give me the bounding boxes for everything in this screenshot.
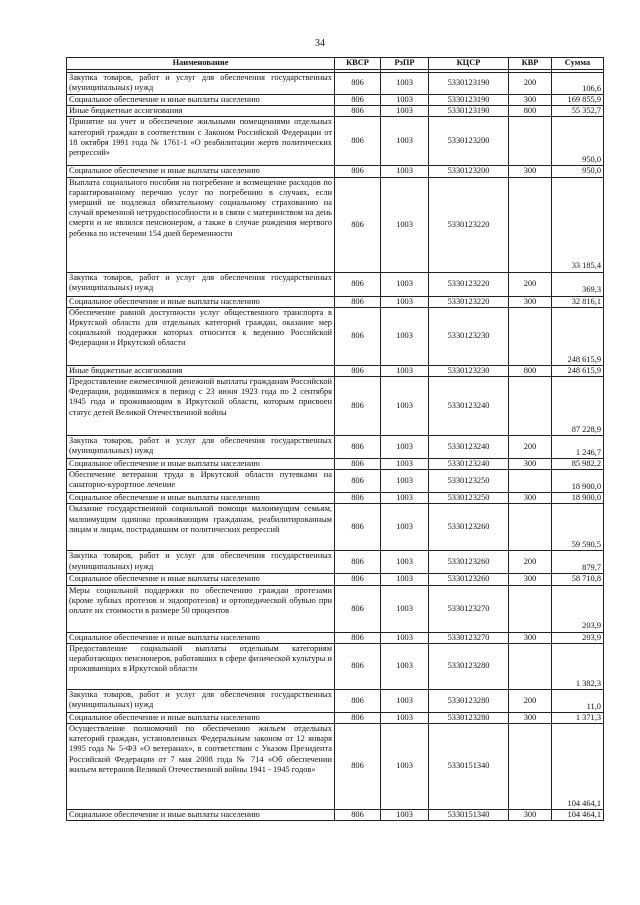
row-kvr-cell: 300 <box>509 810 552 821</box>
row-rzpr-cell: 1003 <box>381 551 429 574</box>
row-kvr-cell: 300 <box>509 493 552 504</box>
page-number: 34 <box>315 38 325 49</box>
row-rzpr-cell: 1003 <box>381 95 429 106</box>
header-kvsr: КВСР <box>335 58 381 70</box>
row-kcsr-cell: 5330123190 <box>429 106 509 117</box>
row-sum-cell: 1 382,3 <box>552 643 604 689</box>
table-row <box>67 493 604 504</box>
table-row <box>67 574 604 585</box>
row-name-cell: Социальное обеспечение и иные выплаты населению <box>67 95 335 106</box>
row-kcsr-cell: 5330123190 <box>429 73 509 95</box>
row-kcsr-cell: 5330123250 <box>429 493 509 504</box>
table-row <box>67 504 604 551</box>
table-row <box>67 810 604 821</box>
row-kvsr-cell: 806 <box>335 504 381 551</box>
row-name-cell: Обеспечение ветеранов труда в Иркутской области путевками на санаторно-курортное лечение <box>67 470 335 493</box>
row-kcsr-cell: 5330123220 <box>429 296 509 307</box>
row-name-cell: Оказание государственной социальной помощи малоимущим семьям, малоимущим одиноко проживающим гражданам, реабилитированным лицам и лицам, пострадавшим от политических репрессий <box>67 504 335 551</box>
row-kvr-cell: 300 <box>509 296 552 307</box>
row-kcsr-cell: 5330151340 <box>429 810 509 821</box>
row-sum-cell: 33 185,4 <box>552 177 604 272</box>
header-kvr: КВР <box>509 58 552 70</box>
row-kvsr-cell: 806 <box>335 574 381 585</box>
table-row <box>67 106 604 117</box>
row-name-cell: Социальное обеспечение и иные выплаты населению <box>67 712 335 723</box>
header-kcsr: КЦСР <box>429 58 509 70</box>
row-sum-cell: 55 352,7 <box>552 106 604 117</box>
row-sum-cell: 104 464,1 <box>552 810 604 821</box>
table-row <box>67 724 604 810</box>
row-kvr-cell <box>509 377 552 436</box>
row-kvr-cell: 300 <box>509 459 552 470</box>
table-row <box>67 643 604 689</box>
row-name-cell: Принятие на учет и обеспечение жильными помещениями отдельных категорий граждан в соответствии с Законом Российской Федерации от 18 октября 1991 года № 1761-1 «О реабилитации жертв политических репрессий» <box>67 117 335 166</box>
table-row <box>67 117 604 166</box>
row-kcsr-cell: 5330123240 <box>429 459 509 470</box>
row-kvr-cell: 200 <box>509 689 552 712</box>
row-kvr-cell <box>509 724 552 810</box>
row-kvsr-cell: 806 <box>335 272 381 296</box>
row-name-cell: Осуществление полномочий по обеспечению жильем отдельных категорий граждан, установленных Федеральным законом от 12 января 1995 года № 5-ФЗ «О ветеранах», в соответствии с Указом Президента Российской Федерации от 7 мая 2008 года № 714 «Об обеспечении жильем ветеранов Великой Отечественной войны 1941 - 1945 годов» <box>67 724 335 810</box>
row-kvr-cell: 200 <box>509 551 552 574</box>
row-rzpr-cell: 1003 <box>381 493 429 504</box>
table-row <box>67 689 604 712</box>
row-kcsr-cell: 5330123200 <box>429 117 509 166</box>
row-rzpr-cell: 1003 <box>381 272 429 296</box>
row-sum-cell: 58 710,8 <box>552 574 604 585</box>
row-kcsr-cell: 5330123220 <box>429 272 509 296</box>
row-kvsr-cell: 806 <box>335 307 381 365</box>
row-rzpr-cell: 1003 <box>381 117 429 166</box>
row-sum-cell: 18 900,0 <box>552 470 604 493</box>
table-row <box>67 632 604 643</box>
row-rzpr-cell: 1003 <box>381 377 429 436</box>
row-kvsr-cell: 806 <box>335 493 381 504</box>
row-sum-cell: 879,7 <box>552 551 604 574</box>
row-kvsr-cell: 806 <box>335 632 381 643</box>
row-kvr-cell: 200 <box>509 73 552 95</box>
row-kvr-cell <box>509 470 552 493</box>
row-kcsr-cell: 5330123200 <box>429 166 509 177</box>
row-sum-cell: 106,6 <box>552 73 604 95</box>
row-kcsr-cell: 5330123220 <box>429 177 509 272</box>
table-row <box>67 585 604 632</box>
row-kvr-cell: 300 <box>509 712 552 723</box>
row-kcsr-cell: 5330123270 <box>429 632 509 643</box>
row-kvr-cell: 300 <box>509 166 552 177</box>
row-kcsr-cell: 5330123240 <box>429 377 509 436</box>
row-kvsr-cell: 806 <box>335 106 381 117</box>
row-kvsr-cell: 806 <box>335 459 381 470</box>
row-name-cell: Социальное обеспечение и иные выплаты населению <box>67 574 335 585</box>
row-rzpr-cell: 1003 <box>381 106 429 117</box>
table-row <box>67 177 604 272</box>
row-kvr-cell <box>509 177 552 272</box>
table-header-row <box>67 58 604 70</box>
row-kcsr-cell: 5330123280 <box>429 689 509 712</box>
budget-table <box>66 57 604 821</box>
table-row <box>67 712 604 723</box>
row-name-cell: Иные бюджетные ассигнования <box>67 106 335 117</box>
row-name-cell: Закупка товаров, работ и услуг для обеспечения государственных (муниципальных) нужд <box>67 73 335 95</box>
row-kvsr-cell: 806 <box>335 551 381 574</box>
row-name-cell: Социальное обеспечение и иные выплаты населению <box>67 459 335 470</box>
row-kcsr-cell: 5330123280 <box>429 643 509 689</box>
row-name-cell: Закупка товаров, работ и услуг для обеспечения государственных (муниципальных) нужд <box>67 689 335 712</box>
table-row <box>67 459 604 470</box>
row-kvsr-cell: 806 <box>335 95 381 106</box>
row-sum-cell: 369,3 <box>552 272 604 296</box>
row-sum-cell: 87 228,9 <box>552 377 604 436</box>
row-kcsr-cell: 5330123260 <box>429 551 509 574</box>
row-kvsr-cell: 806 <box>335 724 381 810</box>
row-rzpr-cell: 1003 <box>381 73 429 95</box>
row-rzpr-cell: 1003 <box>381 296 429 307</box>
row-name-cell: Обеспечение равной доступности услуг общественного транспорта в Иркутской области для отдельных категорий граждан, оказание мер социальной поддержки которых относится к ведению Российской Федерации и Иркутской области <box>67 307 335 365</box>
row-sum-cell: 59 590,5 <box>552 504 604 551</box>
row-kvsr-cell: 806 <box>335 689 381 712</box>
row-sum-cell: 950,0 <box>552 166 604 177</box>
row-kcsr-cell: 5330123230 <box>429 365 509 376</box>
row-kvsr-cell: 806 <box>335 166 381 177</box>
row-rzpr-cell: 1003 <box>381 585 429 632</box>
row-kcsr-cell: 5330151340 <box>429 724 509 810</box>
table-row <box>67 307 604 365</box>
row-kvr-cell: 300 <box>509 574 552 585</box>
row-kcsr-cell: 5330123240 <box>429 436 509 459</box>
row-sum-cell: 104 464,1 <box>552 724 604 810</box>
row-name-cell: Закупка товаров, работ и услуг для обеспечения государственных (муниципальных) нужд <box>67 551 335 574</box>
row-sum-cell: 18 900,0 <box>552 493 604 504</box>
row-name-cell: Социальное обеспечение и иные выплаты населению <box>67 493 335 504</box>
row-rzpr-cell: 1003 <box>381 574 429 585</box>
row-sum-cell: 11,0 <box>552 689 604 712</box>
row-rzpr-cell: 1003 <box>381 459 429 470</box>
row-name-cell: Социальное обеспечение и иные выплаты населению <box>67 810 335 821</box>
row-kcsr-cell: 5330123260 <box>429 504 509 551</box>
row-kvsr-cell: 806 <box>335 643 381 689</box>
header-name: Наименование <box>67 58 335 70</box>
row-kcsr-cell: 5330123260 <box>429 574 509 585</box>
header-rzpr: РзПР <box>381 58 429 70</box>
row-sum-cell: 169 855,9 <box>552 95 604 106</box>
row-kvr-cell <box>509 307 552 365</box>
table-row <box>67 470 604 493</box>
row-kvsr-cell: 806 <box>335 712 381 723</box>
row-kvsr-cell: 806 <box>335 73 381 95</box>
row-kvr-cell: 200 <box>509 272 552 296</box>
row-sum-cell: 248 615,9 <box>552 365 604 376</box>
row-name-cell: Социальное обеспечение и иные выплаты населению <box>67 296 335 307</box>
row-sum-cell: 85 982,2 <box>552 459 604 470</box>
row-kcsr-cell: 5330123280 <box>429 712 509 723</box>
row-kvr-cell: 300 <box>509 95 552 106</box>
table-row <box>67 73 604 95</box>
row-kvr-cell: 200 <box>509 436 552 459</box>
row-kvr-cell: 800 <box>509 106 552 117</box>
row-sum-cell: 248 615,9 <box>552 307 604 365</box>
row-sum-cell: 950,0 <box>552 117 604 166</box>
row-name-cell: Закупка товаров, работ и услуг для обеспечения государственных (муниципальных) нужд <box>67 272 335 296</box>
table-row <box>67 95 604 106</box>
table-row <box>67 551 604 574</box>
row-rzpr-cell: 1003 <box>381 810 429 821</box>
row-rzpr-cell: 1003 <box>381 470 429 493</box>
header-sum: Сумма <box>552 58 604 70</box>
table-body <box>67 73 604 821</box>
row-rzpr-cell: 1003 <box>381 643 429 689</box>
row-name-cell: Закупка товаров, работ и услуг для обеспечения государственных (муниципальных) нужд <box>67 436 335 459</box>
row-rzpr-cell: 1003 <box>381 436 429 459</box>
row-name-cell: Меры социальной поддержки по обеспечению граждан протезами (кроме зубных протезов и эндопротезов) и ортопедической обувью при оплате их стоимости в размере 50 процентов <box>67 585 335 632</box>
row-name-cell: Предоставление социальной выплаты отдельным категориям неработающих пенсионеров, работавших в сфере физической культуры и проживающих в Иркутской области <box>67 643 335 689</box>
row-kvr-cell <box>509 117 552 166</box>
row-kvsr-cell: 806 <box>335 436 381 459</box>
row-kvr-cell: 300 <box>509 632 552 643</box>
row-kcsr-cell: 5330123230 <box>429 307 509 365</box>
table-row <box>67 272 604 296</box>
row-kvsr-cell: 806 <box>335 810 381 821</box>
row-rzpr-cell: 1003 <box>381 724 429 810</box>
row-name-cell: Социальное обеспечение и иные выплаты населению <box>67 166 335 177</box>
row-kvsr-cell: 806 <box>335 377 381 436</box>
row-kvr-cell: 800 <box>509 365 552 376</box>
row-kcsr-cell: 5330123270 <box>429 585 509 632</box>
row-rzpr-cell: 1003 <box>381 689 429 712</box>
row-name-cell: Выплата социального пособия на погребение и возмещение расходов по гарантированному перечню услуг по погребению в случаях, если умерший не подлежал обязательному социальному страхованию на случай временной нетрудоспособности и в связи с материнством на день смерти и не являлся пенсионером, а также в случае рождения мертвого ребенка по истечении 154 дней беременности <box>67 177 335 272</box>
row-kvr-cell <box>509 504 552 551</box>
row-kvsr-cell: 806 <box>335 585 381 632</box>
row-kvsr-cell: 806 <box>335 296 381 307</box>
row-rzpr-cell: 1003 <box>381 166 429 177</box>
row-kvr-cell <box>509 585 552 632</box>
table-row <box>67 377 604 436</box>
row-rzpr-cell: 1003 <box>381 632 429 643</box>
row-name-cell: Иные бюджетные ассигнования <box>67 365 335 376</box>
row-rzpr-cell: 1003 <box>381 504 429 551</box>
row-kvsr-cell: 806 <box>335 177 381 272</box>
row-rzpr-cell: 1003 <box>381 177 429 272</box>
row-kvr-cell <box>509 643 552 689</box>
row-sum-cell: 32 816,1 <box>552 296 604 307</box>
row-sum-cell: 1 371,3 <box>552 712 604 723</box>
row-rzpr-cell: 1003 <box>381 365 429 376</box>
row-rzpr-cell: 1003 <box>381 307 429 365</box>
table-row <box>67 365 604 376</box>
row-rzpr-cell: 1003 <box>381 712 429 723</box>
row-name-cell: Социальное обеспечение и иные выплаты населению <box>67 632 335 643</box>
table-row <box>67 436 604 459</box>
row-kvsr-cell: 806 <box>335 365 381 376</box>
row-sum-cell: 1 246,7 <box>552 436 604 459</box>
row-kvsr-cell: 806 <box>335 117 381 166</box>
row-kvsr-cell: 806 <box>335 470 381 493</box>
row-sum-cell: 203,9 <box>552 632 604 643</box>
row-sum-cell: 203,9 <box>552 585 604 632</box>
row-kcsr-cell: 5330123190 <box>429 95 509 106</box>
table-row <box>67 166 604 177</box>
row-name-cell: Предоставление ежемесячной денежной выплаты гражданам Российской Федерации, родившимся в период с 23 июня 1923 года по 2 сентября 1945 года и проживающим в Иркутской области, которым присвоен статус детей Великой Отечественной войны <box>67 377 335 436</box>
table-row <box>67 296 604 307</box>
row-kcsr-cell: 5330123250 <box>429 470 509 493</box>
